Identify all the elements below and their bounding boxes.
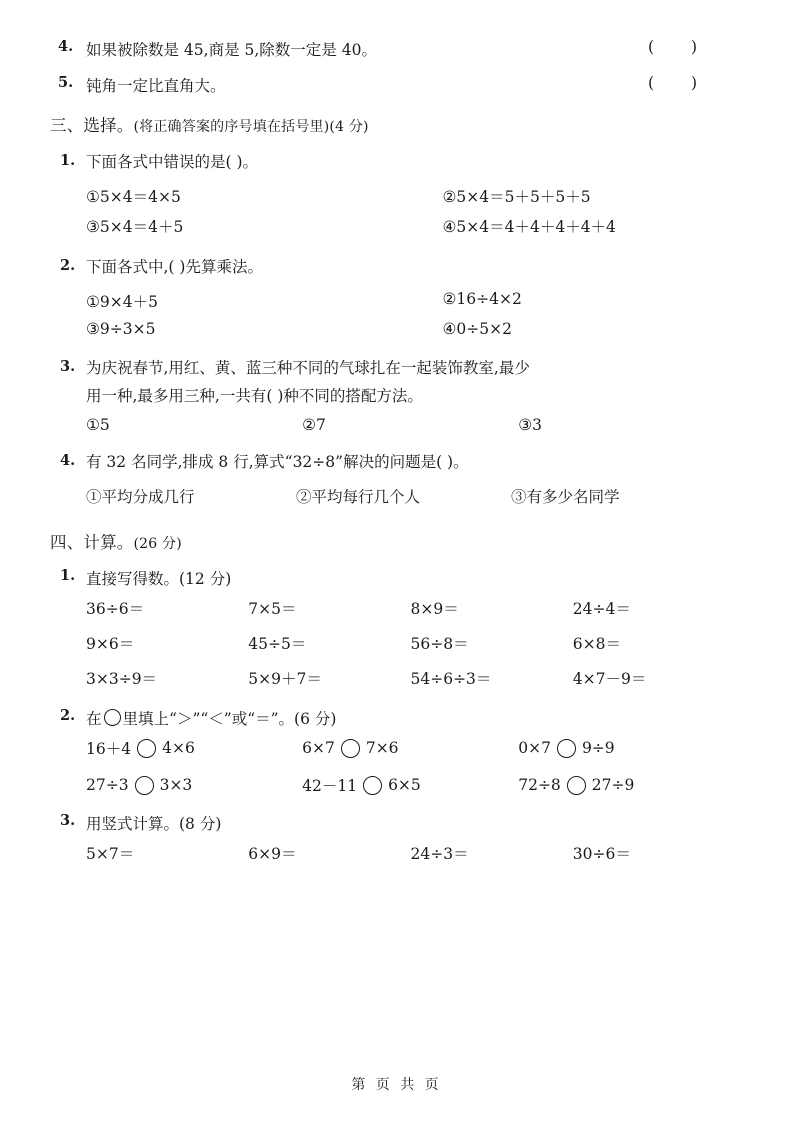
comparison-item bbox=[302, 774, 518, 796]
calc-expression[interactable]: 4×7－9＝ bbox=[572, 670, 647, 689]
calc-expression[interactable]: 7×5＝ bbox=[248, 600, 297, 619]
item-text: 如果被除数是 45,商是 5,除数一定是 40。 bbox=[86, 41, 377, 59]
comparison-right: 3×3 bbox=[159, 776, 193, 795]
circle-blank-icon[interactable] bbox=[567, 776, 586, 795]
option-item[interactable]: ④0÷5×2 bbox=[442, 320, 512, 339]
calc-expression[interactable]: 30÷6＝ bbox=[572, 845, 631, 864]
option-row bbox=[50, 290, 735, 312]
section-heading-choice bbox=[50, 112, 735, 136]
calc-row bbox=[86, 597, 735, 619]
section-title: 四、计算。 bbox=[50, 533, 134, 553]
calc-expression[interactable]: 24÷4＝ bbox=[572, 600, 631, 619]
option-row bbox=[50, 485, 735, 507]
choice-question bbox=[50, 150, 735, 174]
question-number: 3. bbox=[60, 358, 76, 376]
calc-subquestion bbox=[50, 567, 735, 589]
calc-subquestion bbox=[50, 812, 735, 834]
subquestion-number: 2. bbox=[60, 707, 76, 725]
subquestion-label-a: 在 bbox=[86, 710, 102, 729]
circle-blank-icon[interactable] bbox=[135, 776, 154, 795]
section-title: 三、选择。 bbox=[50, 116, 134, 135]
item-number: 5. bbox=[58, 74, 74, 91]
calc-expression[interactable]: 54÷6÷3＝ bbox=[410, 670, 492, 689]
option-item[interactable]: ③3 bbox=[518, 416, 542, 435]
true-false-item bbox=[50, 38, 735, 60]
comparison-right: 27÷9 bbox=[591, 776, 635, 795]
question-stem: 有 32 名同学,排成 8 行,算式“32÷8”解决的问题是( )。 bbox=[86, 453, 469, 472]
question-stem-line1: 为庆祝春节,用红、黄、蓝三种不同的气球扎在一起装饰教室,最少 bbox=[86, 359, 530, 378]
item-number: 4. bbox=[58, 38, 74, 55]
option-item[interactable]: ②5×4＝5＋5＋5＋5 bbox=[442, 188, 591, 207]
circle-blank-icon[interactable] bbox=[341, 739, 360, 758]
circle-blank-icon[interactable] bbox=[137, 739, 156, 758]
comparison-row bbox=[86, 774, 735, 796]
question-stem: 下面各式中,( )先算乘法。 bbox=[86, 258, 263, 277]
vertical-calc-grid bbox=[50, 842, 735, 864]
circle-blank-icon[interactable] bbox=[557, 739, 576, 758]
calc-row bbox=[86, 842, 735, 864]
mental-math-grid bbox=[50, 597, 735, 689]
calc-expression[interactable]: 45÷5＝ bbox=[248, 635, 307, 654]
circle-blank-icon[interactable] bbox=[104, 709, 121, 726]
comparison-item bbox=[302, 739, 518, 758]
subquestion-label-b: 里填上“＞”“＜”或“＝”。(6 分) bbox=[122, 710, 337, 729]
calc-expression[interactable]: 36÷6＝ bbox=[86, 600, 145, 619]
footer-text: 第 页 共 页 bbox=[351, 1077, 442, 1093]
true-false-item bbox=[50, 74, 735, 96]
comparison-left: 72÷8 bbox=[518, 776, 561, 795]
choice-question bbox=[50, 356, 735, 380]
option-row bbox=[50, 185, 735, 207]
option-item[interactable]: ②16÷4×2 bbox=[442, 290, 522, 309]
calc-expression[interactable]: 56÷8＝ bbox=[410, 635, 469, 654]
subquestion-number: 3. bbox=[60, 812, 76, 830]
option-item[interactable]: ③5×4＝4＋5 bbox=[86, 218, 184, 237]
comparison-left: 16＋4 bbox=[86, 740, 132, 759]
section-heading-calculation bbox=[50, 529, 735, 553]
option-item[interactable]: ④5×4＝4＋4＋4＋4＋4 bbox=[442, 218, 616, 237]
choice-question bbox=[50, 255, 735, 279]
comparison-item bbox=[86, 776, 302, 795]
circle-blank-icon[interactable] bbox=[363, 776, 382, 795]
comparison-right: 4×6 bbox=[162, 739, 195, 758]
calc-expression[interactable]: 24÷3＝ bbox=[410, 845, 469, 864]
comparison-left: 42－11 bbox=[302, 777, 358, 796]
question-number: 4. bbox=[60, 452, 76, 470]
section-note: (将正确答案的序号填在括号里)(4 分) bbox=[133, 119, 369, 135]
option-row bbox=[50, 215, 735, 237]
option-item[interactable]: ①5×4＝4×5 bbox=[86, 188, 181, 207]
calc-row bbox=[86, 667, 735, 689]
comparison-left: 6×7 bbox=[302, 739, 335, 758]
option-item[interactable]: ②7 bbox=[302, 416, 326, 435]
calc-expression[interactable]: 5×7＝ bbox=[86, 845, 135, 864]
choice-question bbox=[50, 450, 735, 474]
comparison-row bbox=[86, 737, 735, 759]
comparison-left: 0×7 bbox=[518, 739, 551, 758]
calc-expression[interactable]: 6×8＝ bbox=[572, 635, 621, 654]
option-item[interactable]: ①5 bbox=[86, 416, 110, 435]
comparison-item bbox=[86, 737, 302, 759]
calc-row bbox=[86, 632, 735, 654]
worksheet-content bbox=[0, 38, 793, 877]
question-stem: 下面各式中错误的是( )。 bbox=[86, 153, 259, 171]
option-item[interactable]: ②平均每行几个人 bbox=[296, 488, 421, 507]
question-stem-line2: 用一种,最多用三种,一共有( )种不同的搭配方法。 bbox=[86, 387, 423, 406]
calc-expression[interactable]: 8×9＝ bbox=[410, 600, 459, 619]
calc-subquestion bbox=[50, 707, 735, 729]
option-item[interactable]: ③9÷3×5 bbox=[86, 320, 156, 339]
option-row bbox=[50, 416, 735, 434]
comparison-right: 6×5 bbox=[388, 776, 421, 795]
answer-parentheses[interactable]: ( ) bbox=[647, 38, 713, 56]
comparison-item bbox=[518, 776, 734, 795]
subquestion-label: 直接写得数。(12 分) bbox=[86, 570, 232, 589]
answer-parentheses[interactable]: ( ) bbox=[647, 74, 713, 92]
option-row bbox=[50, 320, 735, 338]
option-item[interactable]: ①平均分成几行 bbox=[86, 488, 195, 507]
page-footer bbox=[0, 1074, 793, 1094]
question-number: 1. bbox=[60, 152, 76, 169]
question-stem-line2-wrap bbox=[50, 384, 735, 406]
comparison-left: 27÷3 bbox=[86, 776, 129, 795]
calc-expression[interactable]: 5×9＋7＝ bbox=[248, 670, 322, 689]
section-note: (26 分) bbox=[133, 536, 182, 553]
question-number: 2. bbox=[60, 257, 76, 275]
comparison-item bbox=[518, 739, 734, 758]
option-item[interactable]: ③有多少名同学 bbox=[511, 488, 620, 507]
comparison-grid bbox=[50, 737, 735, 796]
item-text: 钝角一定比直角大。 bbox=[86, 77, 226, 95]
calc-expression[interactable]: 6×9＝ bbox=[248, 845, 297, 864]
option-item[interactable]: ①9×4＋5 bbox=[86, 293, 158, 312]
comparison-right: 7×6 bbox=[365, 739, 399, 758]
calc-expression[interactable]: 9×6＝ bbox=[86, 635, 135, 654]
comparison-right: 9÷9 bbox=[581, 739, 615, 758]
calc-expression[interactable]: 3×3÷9＝ bbox=[86, 670, 158, 689]
subquestion-label: 用竖式计算。(8 分) bbox=[86, 815, 222, 834]
subquestion-number: 1. bbox=[60, 567, 76, 585]
